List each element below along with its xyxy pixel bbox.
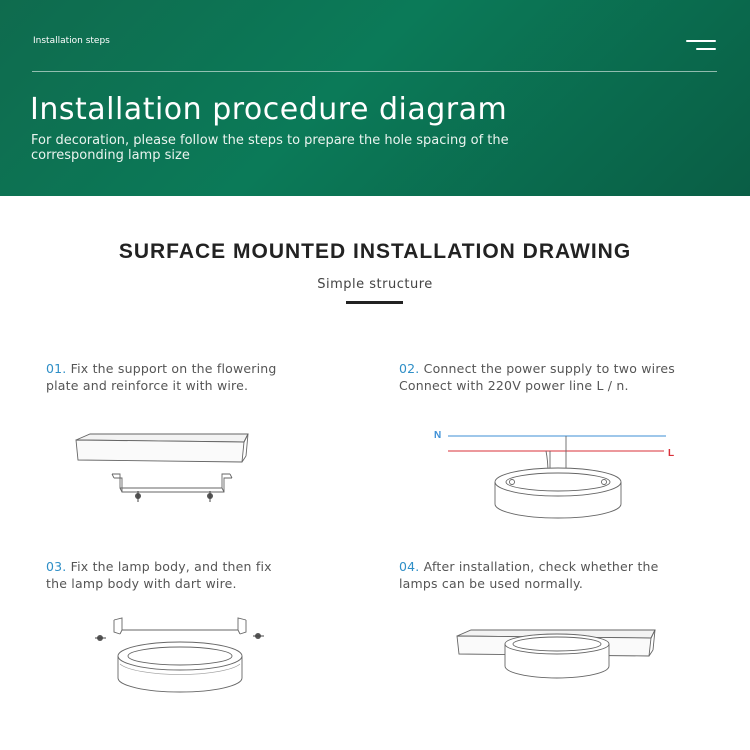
step-4-diagram <box>455 626 665 686</box>
step-3-number: 03. <box>46 559 67 574</box>
step-4-line-1: After installation, check whether the <box>419 559 659 574</box>
step-4-line-2: lamps can be used normally. <box>399 575 584 591</box>
screw-icon <box>253 633 264 639</box>
header-banner <box>0 0 750 196</box>
step-2-text <box>399 361 675 394</box>
step-3-diagram <box>92 612 272 704</box>
step-1-text <box>46 361 277 394</box>
header-divider <box>32 71 717 72</box>
step-1-line-2: plate and reinforce it with wire. <box>46 377 249 393</box>
step-2-diagram <box>428 424 688 524</box>
step-1-line-1: Fix the support on the flowering <box>66 361 277 376</box>
menu-icon[interactable] <box>686 40 716 52</box>
neutral-wire-label: N <box>434 430 442 441</box>
installation-steps-label: Installation steps <box>33 36 110 46</box>
page-title: Installation procedure diagram <box>30 92 508 127</box>
step-2-line-1: Connect the power supply to two wires <box>419 361 675 376</box>
section-subtitle: Simple structure <box>317 277 433 292</box>
step-3-text <box>46 559 272 592</box>
screw-icon <box>95 635 106 641</box>
step-3-line-1: Fix the lamp body, and then fix <box>66 559 272 574</box>
step-1-number: 01. <box>46 361 67 376</box>
page-description: For decoration, please follow the steps to prepare the hole spacing of the corresponding lamp size <box>31 133 509 163</box>
step-1-diagram <box>70 428 270 508</box>
screw-icon <box>207 491 213 502</box>
step-4-number: 04. <box>399 559 420 574</box>
screw-icon <box>135 491 141 502</box>
subtitle-underline <box>346 301 403 304</box>
section-title: SURFACE MOUNTED INSTALLATION DRAWING <box>118 240 632 263</box>
step-2-line-2: Connect with 220V power line L / n. <box>399 377 629 393</box>
step-3-line-2: the lamp body with dart wire. <box>46 575 237 591</box>
step-4-text <box>399 559 659 592</box>
step-2-number: 02. <box>399 361 420 376</box>
live-wire-label: L <box>668 448 675 459</box>
